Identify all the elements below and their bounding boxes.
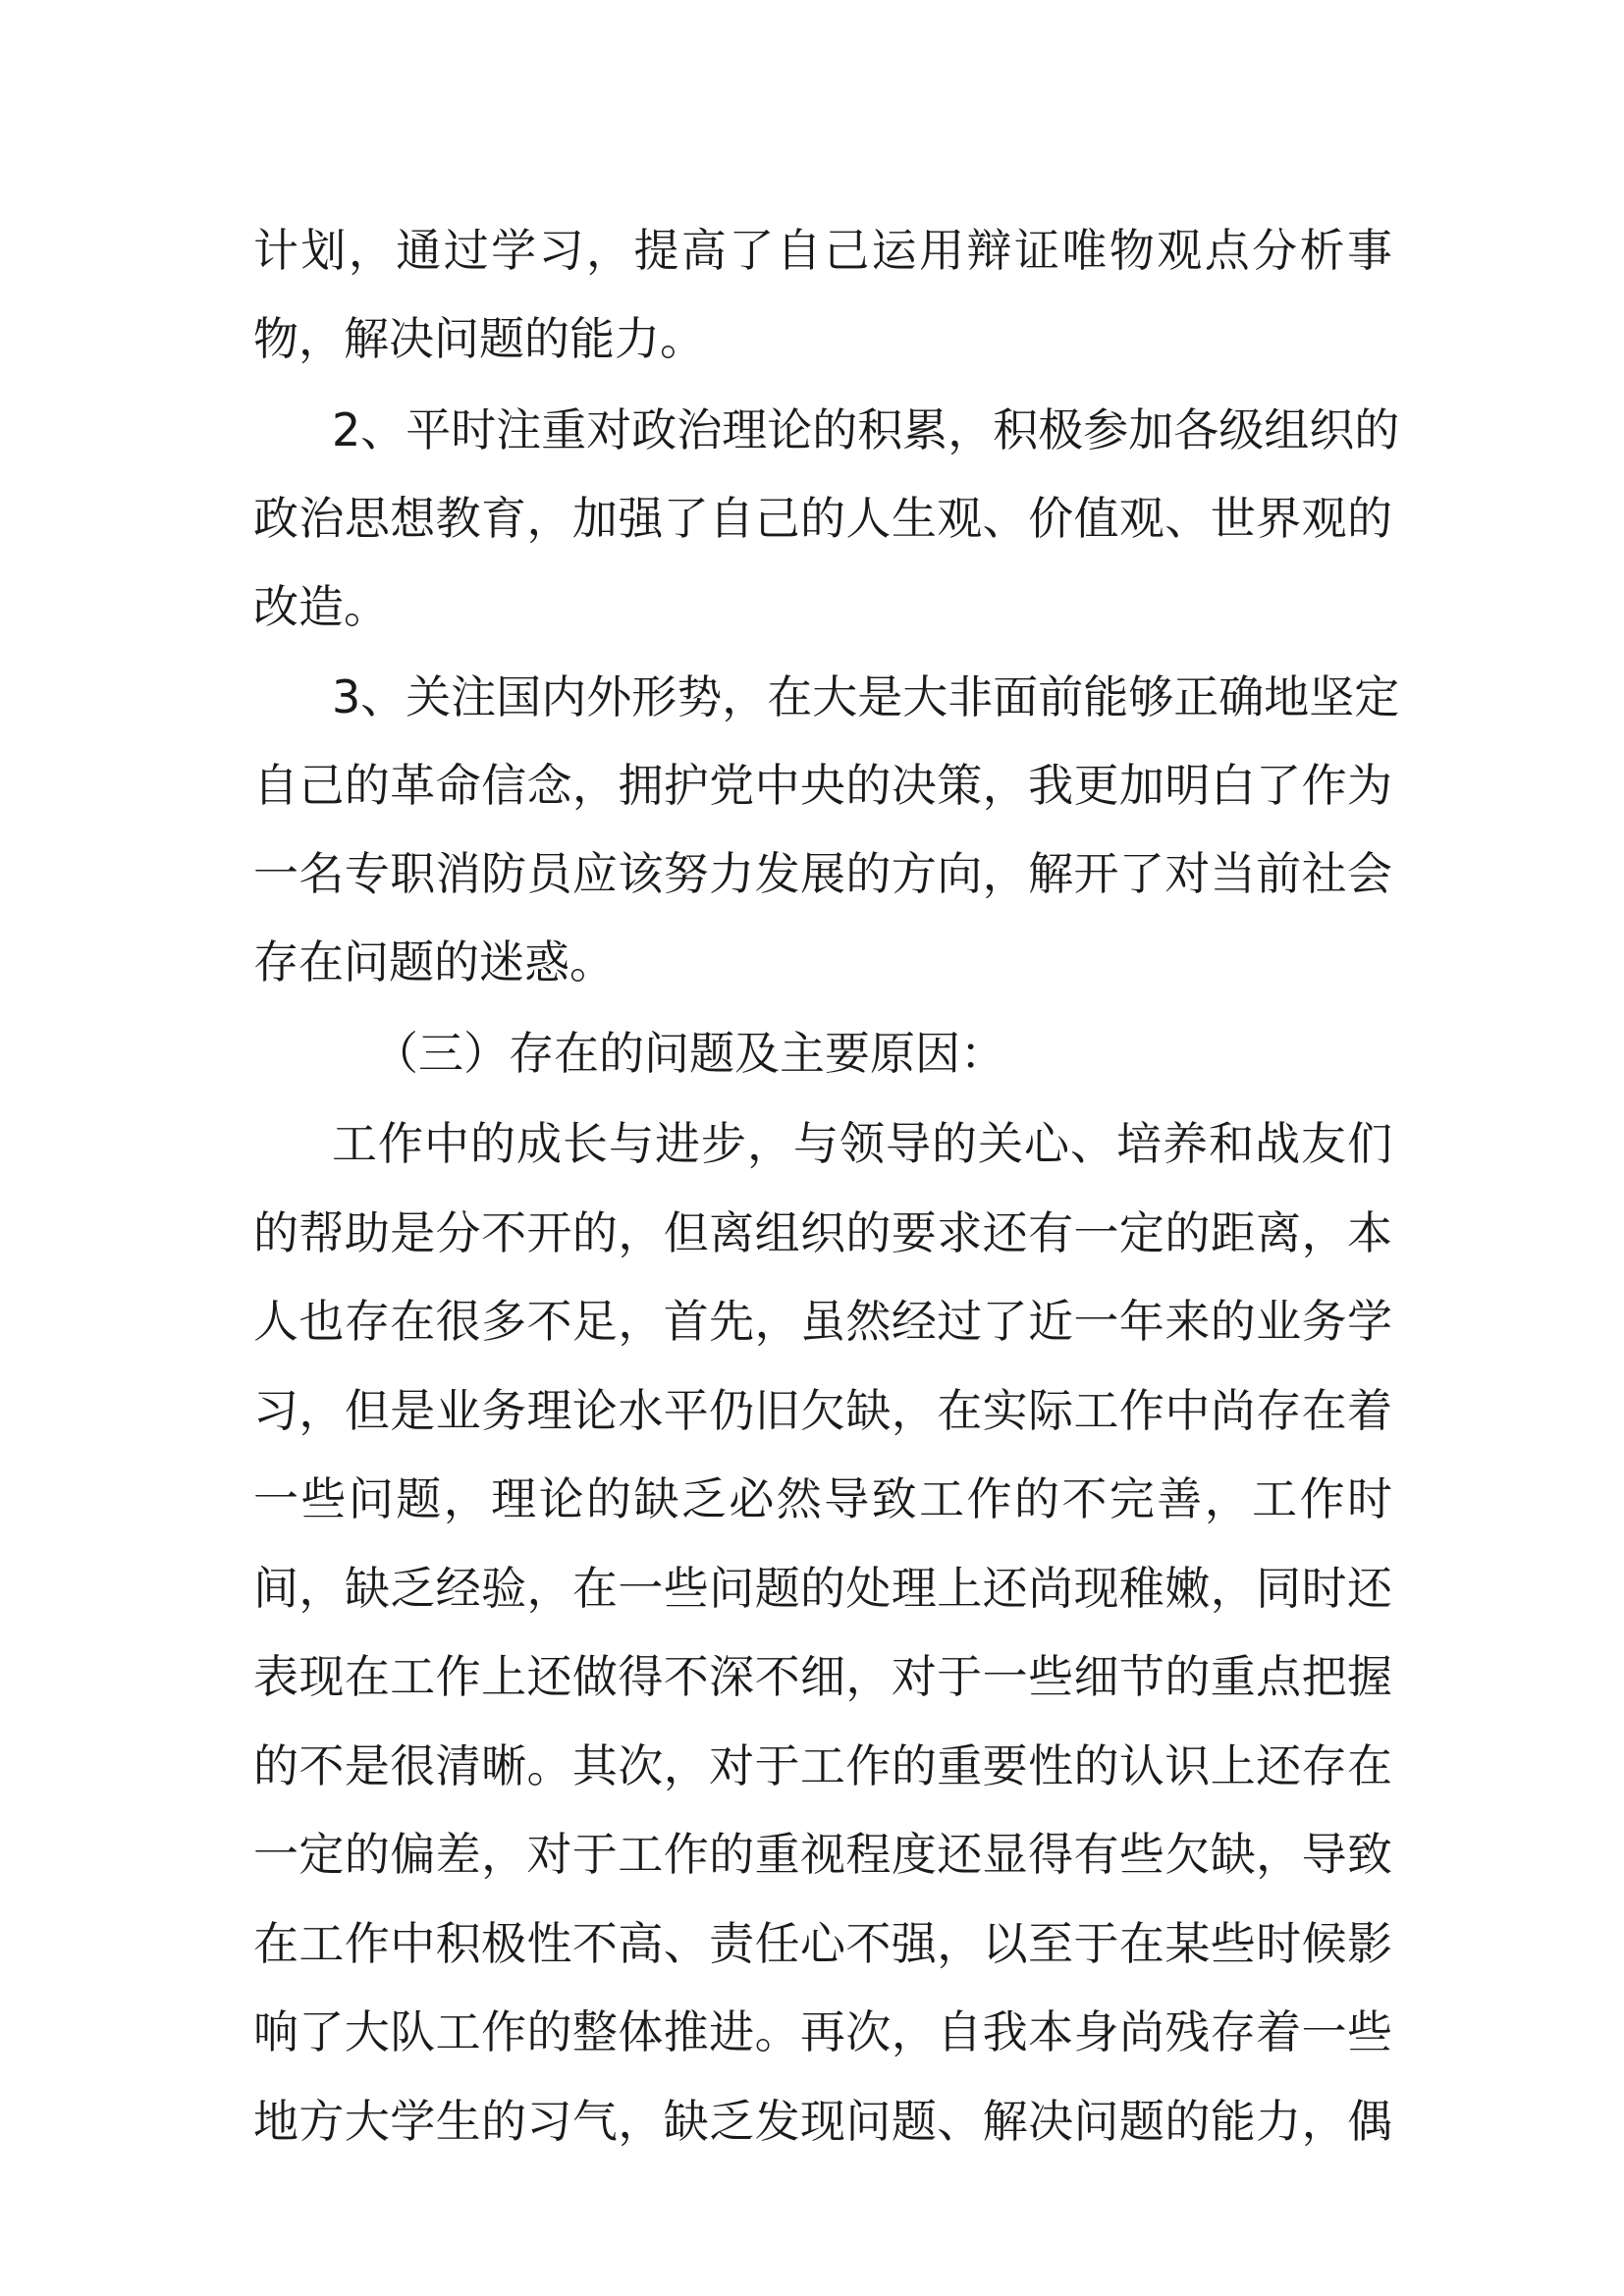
text-line: 的不是很清晰。其次，对于工作的重要性的认识上还存在 <box>253 1739 1392 1792</box>
text-line: 的帮助是分不开的，但离组织的要求还有一定的距离，本 <box>253 1206 1392 1259</box>
text-line: 响了大队工作的整体推进。再次，自我本身尚残存着一些 <box>253 2005 1392 2058</box>
text-line: 自己的革命信念，拥护党中央的决策，我更加明白了作为 <box>253 759 1392 812</box>
text-line: 一定的偏差，对于工作的重视程度还显得有些欠缺，导致 <box>253 1828 1392 1881</box>
text-line: 表现在工作上还做得不深不细，对于一些细节的重点把握 <box>253 1650 1392 1703</box>
text-line: 计划，通过学习，提高了自己运用辩证唯物观点分析事 <box>253 224 1392 277</box>
text-line: 间，缺乏经验，在一些问题的处理上还尚现稚嫩，同时还 <box>253 1562 1392 1615</box>
text-line: 在工作中积极性不高、责任心不强，以至于在某些时候影 <box>253 1917 1392 1970</box>
text-line: 人也存在很多不足，首先，虽然经过了近一年来的业务学 <box>253 1295 1392 1348</box>
text-line: 一些问题，理论的缺乏必然导致工作的不完善，工作时 <box>253 1472 1392 1525</box>
text-line: 政治思想教育，加强了自己的人生观、价值观、世界观的 <box>253 492 1392 545</box>
text-line: 一名专职消防员应该努力发展的方向，解开了对当前社会 <box>253 847 1392 900</box>
text-line: 2、平时注重对政治理论的积累，积极参加各级组织的 <box>332 403 1400 456</box>
text-line: 存在问题的迷惑。 <box>253 935 615 988</box>
text-line: 工作中的成长与进步，与领导的关心、培养和战友们 <box>332 1117 1392 1170</box>
text-line: 改造。 <box>253 580 389 633</box>
section-heading: （三）存在的问题及主要原因： <box>373 1027 1005 1080</box>
text-line: 3、关注国内外形势，在大是大非面前能够正确地坚定 <box>332 670 1400 723</box>
text-line: 物，解决问题的能力。 <box>253 312 705 365</box>
text-line: 习，但是业务理论水平仍旧欠缺，在实际工作中尚存在着 <box>253 1384 1392 1437</box>
text-line: 地方大学生的习气，缺乏发现问题、解决问题的能力，偶 <box>253 2095 1392 2148</box>
